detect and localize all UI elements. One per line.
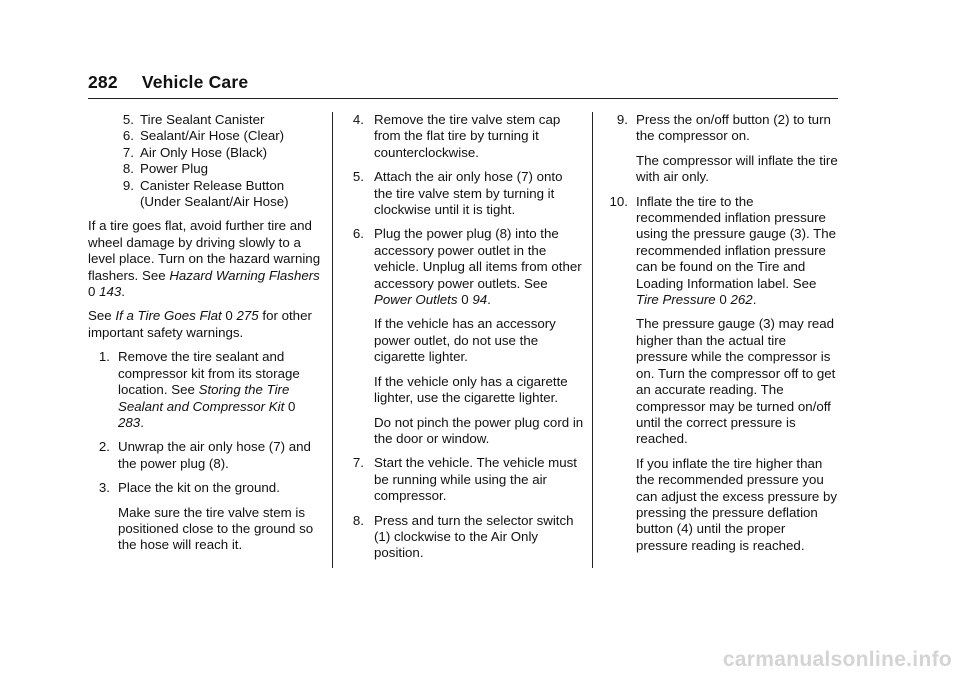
list-item: 6. Sealant/Air Hose (Clear) <box>122 128 285 144</box>
list-item: 7. Air Only Hose (Black) <box>122 144 268 160</box>
list-item: 4. Remove the tire valve stem cap from the flat tire by turning it counterclockwise. <box>352 112 561 160</box>
page-header <box>88 72 248 93</box>
list-item: 3. Place the kit on the ground. <box>98 480 280 496</box>
step-note: Make sure the tire valve stem is positioned close to the ground so the hose will reach it. <box>118 504 314 553</box>
list-item: 9. Press the on/off button (2) to turn the compressor on. <box>616 112 831 144</box>
step-note: Do not pinch the power plug cord in the door or window. <box>374 414 584 446</box>
step-note: The pressure gauge (3) may read higher than the actual tire pressure while the compressor is on. Turn the compressor off to get an accurate reading. The compressor may be turned on/off until the correct pressure is reached. <box>636 316 836 447</box>
cross-reference-link[interactable]: Tire Pressure <box>636 292 716 308</box>
list-item: 5. Tire Sealant Canister <box>122 112 265 127</box>
cross-reference-link[interactable]: Hazard Warning Flashers <box>169 267 320 283</box>
list-item: 9. Canister Release Button (Under Sealant/Air Hose) <box>122 177 289 210</box>
reference-icon: 0 <box>88 284 96 300</box>
list-item: 8. Press and turn the selector switch (1) clockwise to the Air Only position. <box>352 512 574 561</box>
column-divider-2 <box>592 112 593 568</box>
page-number: 282 <box>88 72 118 92</box>
page-reference[interactable]: 94 <box>472 292 488 308</box>
reference-icon: 0 <box>461 292 469 308</box>
page-reference[interactable]: 283 <box>118 414 141 430</box>
column-divider-1 <box>332 112 333 568</box>
reference-icon: 0 <box>288 398 296 414</box>
list-item: 2. Unwrap the air only hose (7) and the power plug (8). <box>98 439 311 471</box>
page-reference[interactable]: 275 <box>236 308 259 324</box>
cross-reference-link[interactable]: Storing the Tire Sealant and Compressor Kit <box>118 382 290 414</box>
reference-icon: 0 <box>719 292 727 308</box>
column-1 <box>88 112 324 554</box>
step-note: If the vehicle only has a cigarette lighter, use the cigarette lighter. <box>374 373 568 406</box>
paragraph: If a tire goes flat, avoid further tire and wheel damage by driving slowly to a level place. Turn on the hazard warning flashers. See Hazard Warning Flashers 0 143. <box>88 218 321 300</box>
paragraph: See If a Tire Goes Flat 0 275 for other important safety warnings. <box>88 308 312 340</box>
cross-reference-link[interactable]: Power Outlets <box>374 292 458 308</box>
watermark: carmanualsonline.info <box>722 648 952 671</box>
list-item: 8. Power Plug <box>122 161 208 177</box>
header-rule <box>88 98 838 99</box>
column-3 <box>608 112 840 554</box>
step-note: If you inflate the tire higher than the recommended pressure you can adjust the excess pressure by pressing the pressure deflation button (4) until the proper pressure reading is reached. <box>636 455 838 553</box>
step-note: The compressor will inflate the tire with air only. <box>636 152 838 185</box>
section-title: Vehicle Care <box>141 72 249 92</box>
step-note: If the vehicle has an accessory power outlet, do not use the cigarette lighter. <box>374 316 556 365</box>
list-item: 7. Start the vehicle. The vehicle must be running while using the air compressor. <box>352 455 577 504</box>
page-reference[interactable]: 143 <box>99 284 122 300</box>
list-item: 1. Remove the tire sealant and compressor kit from its storage location. See Storing the Tire Sealant and Compressor Kit 0 283. <box>98 349 300 430</box>
page-reference[interactable]: 262 <box>730 292 753 308</box>
column-2 <box>352 112 584 562</box>
list-item: 10. Inflate the tire to the recommended inflation pressure using the pressure gauge (3). The recommended inflation pressure can be found on the Tire and Loading Information label. See Tire Pressure 0 262. <box>609 193 837 308</box>
list-item: 5. Attach the air only hose (7) onto the tire valve stem by turning it clockwise until it is tight. <box>352 169 563 218</box>
cross-reference-link[interactable]: If a Tire Goes Flat <box>115 308 222 324</box>
reference-icon: 0 <box>225 308 233 324</box>
parts-list <box>88 112 324 210</box>
list-item: 6. Plug the power plug (8) into the accessory power outlet in the vehicle. Unplug all items from other accessory power outlets. See Power Outlets 0 94. <box>352 226 582 308</box>
